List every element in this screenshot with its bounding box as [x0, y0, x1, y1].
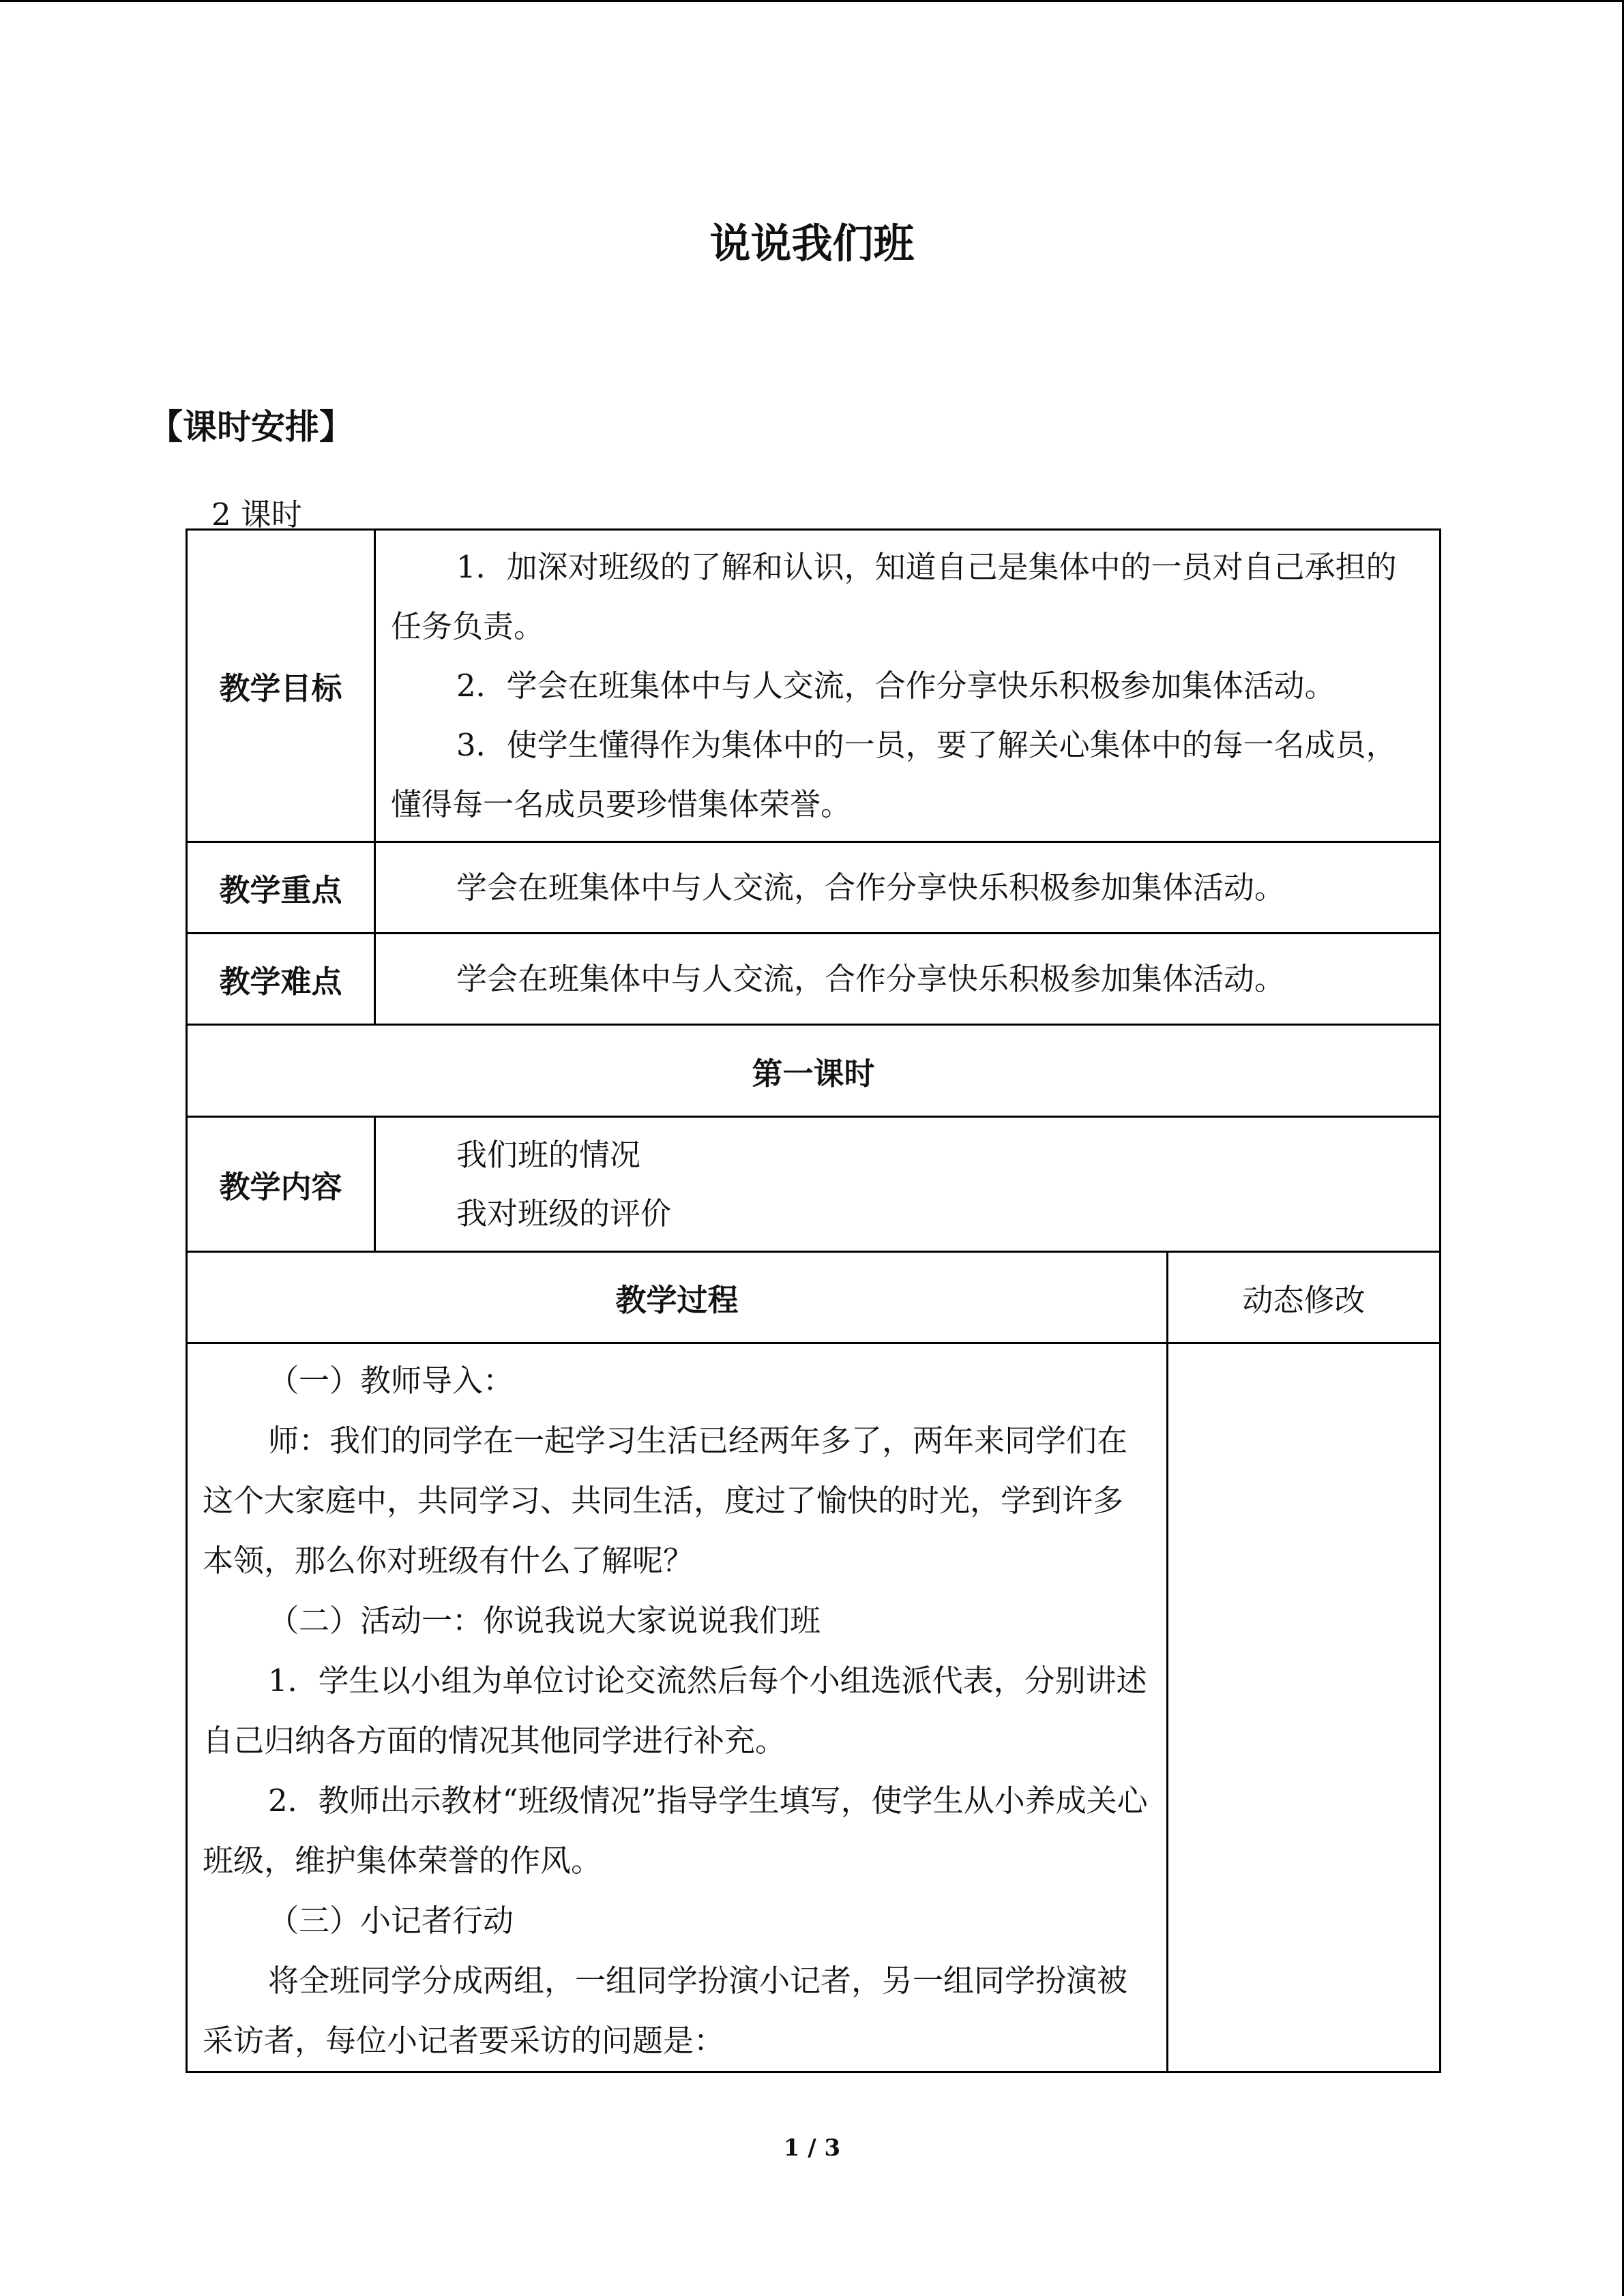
process-paragraph: 2．教师出示教材“班级情况”指导学生填写，使学生从小养成关心班级，维护集体荣誉的作风。 [203, 1783, 1148, 1879]
lesson-plan-table [186, 528, 1441, 2073]
process-paragraph: （一）教师导入： [268, 1362, 514, 1399]
difficulties-label: 教学难点 [187, 934, 375, 1025]
lesson-heading: 第一课时 [187, 1025, 1441, 1117]
lesson-heading-row [187, 1025, 1441, 1117]
content-item: 我们班的情况 [456, 1136, 641, 1173]
goals-content [375, 530, 1441, 842]
process-paragraph: 1．学生以小组为单位讨论交流然后每个小组选派代表，分别讲述自己归纳各方面的情况其他同学进行补充。 [203, 1663, 1147, 1759]
goal-item: 3．使学生懂得作为集体中的一员，要了解关心集体中的每一名成员，懂得每一名成员要珍惜集体荣誉。 [391, 727, 1397, 822]
goals-label: 教学目标 [187, 530, 375, 842]
content-item: 我对班级的评价 [456, 1195, 672, 1232]
difficulties-text: 学会在班集体中与人交流，合作分享快乐积极参加集体活动。 [456, 961, 1286, 997]
content-row [187, 1117, 1441, 1252]
process-paragraph: 将全班同学分成两组，一组同学扮演小记者，另一组同学扮演被采访者，每位小记者要采访的问题是： [203, 1963, 1128, 2059]
process-heading-row [187, 1252, 1441, 1343]
difficulties-row [187, 934, 1441, 1025]
content-label: 教学内容 [187, 1117, 375, 1252]
difficulties-content [375, 934, 1441, 1025]
goal-item: 1．加深对班级的了解和认识，知道自己是集体中的一员对自己承担的任务负责。 [391, 549, 1397, 644]
key-points-label: 教学重点 [187, 842, 375, 934]
process-paragraph: 师：我们的同学在一起学习生活已经两年多了，两年来同学们在这个大家庭中，共同学习、共同生活，度过了愉快的时光，学到许多本领，那么你对班级有什么了解呢？ [203, 1422, 1128, 1579]
process-heading: 教学过程 [187, 1252, 1168, 1343]
process-content [187, 1343, 1168, 2072]
goal-item: 2．学会在班集体中与人交流，合作分享快乐积极参加集体活动。 [456, 668, 1335, 704]
document-title: 说说我们班 [709, 220, 915, 268]
process-row [187, 1343, 1441, 2072]
schedule-hours: 2 课时 [211, 496, 302, 533]
top-border-line [0, 0, 1624, 2]
key-points-row [187, 842, 1441, 934]
schedule-heading: 【课时安排】 [149, 407, 353, 447]
content-items [375, 1117, 1441, 1252]
key-points-content [375, 842, 1441, 934]
key-points-text: 学会在班集体中与人交流，合作分享快乐积极参加集体活动。 [456, 869, 1286, 906]
revision-cell [1168, 1343, 1441, 2072]
process-paragraph: （三）小记者行动 [268, 1903, 514, 1939]
revision-heading: 动态修改 [1168, 1252, 1441, 1343]
goals-row [187, 530, 1441, 842]
page-number: 1 / 3 [783, 2134, 841, 2162]
process-paragraph: （二）活动一：你说我说大家说说我们班 [268, 1602, 821, 1639]
